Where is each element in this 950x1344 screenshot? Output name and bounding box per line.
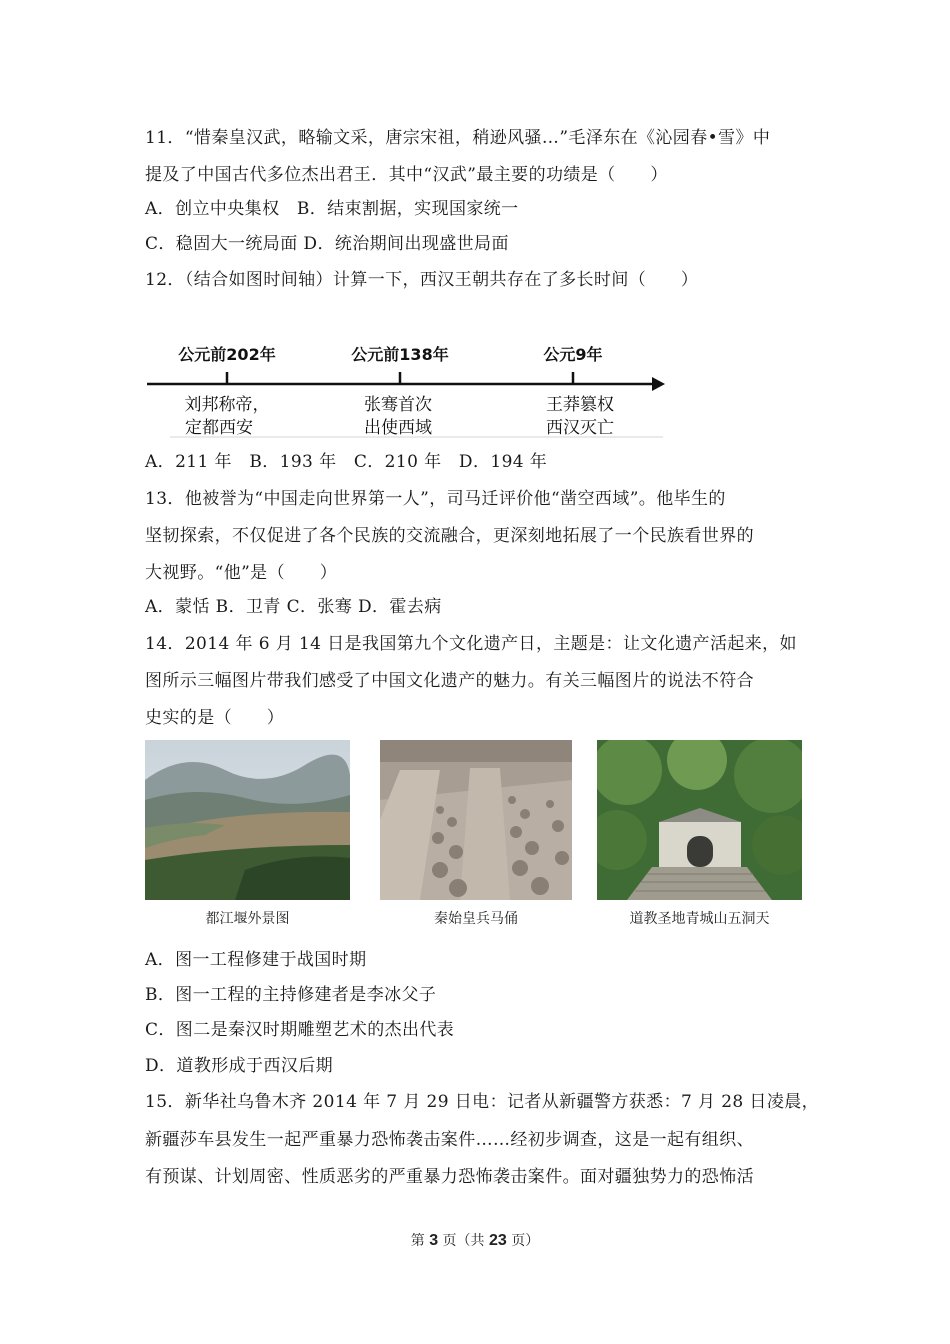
q14-photo-strip [145,740,805,930]
q14-stem-line1: 14．2014 年 6 月 14 日是我国第九个文化遗产日，主题是：让文化遗产活起来，如 [145,634,797,654]
q14-stem-line2: 图所示三幅图片带我们感受了中国文化遗产的魅力。有关三幅图片的说法不符合 [145,671,754,691]
q13-stem-line1: 13．他被誉为“中国走向世界第一人”，司马迁评价他“凿空西域”。他毕生的 [145,489,726,509]
q12-stem: 12．（结合如图时间轴）计算一下，西汉王朝共存在了多长时间（ ） [145,270,699,290]
q15-stem-line3: 有预谋、计划周密、性质恶劣的严重暴力恐怖袭击案件。面对疆独势力的恐怖活 [145,1167,754,1187]
dujiangyan-image [145,740,350,900]
q15-stem-line1: 15．新华社乌鲁木齐 2014 年 7 月 29 日电：记者从新疆警方获悉：7 月 28 日凌晨， [145,1092,820,1112]
q14-option-a: A．图一工程修建于战国时期 [145,950,367,970]
q11-options-cd: C．稳固大一统局面 D．统治期间出现盛世局面 [145,234,509,254]
timeline-event: 王莽篡权 [546,395,614,415]
q11-stem-line2: 提及了中国古代多位杰出君王．其中“汉武”最主要的功绩是（ ） [145,165,668,185]
q14-option-b: B．图一工程的主持修建者是李冰父子 [145,985,437,1005]
photo-caption: 道教圣地青城山五洞天 [629,911,770,927]
photo-qingcheng [597,740,802,930]
timeline-event: 定都西安 [185,418,253,438]
q14-option-c: C．图二是秦汉时期雕塑艺术的杰出代表 [145,1020,455,1040]
footer-suffix: 页） [511,1233,540,1249]
q12-timeline-figure [145,338,670,440]
timeline-event: 刘邦称帝， [184,395,270,415]
timeline-event: 出使西域 [364,418,432,438]
photo-terracotta [380,740,572,930]
timeline-date: 公元前138年 [351,345,449,364]
qingcheng-image [597,740,802,900]
q11-stem-line1: 11．“惜秦皇汉武，略输文采，唐宗宋祖，稍逊风骚…”毛泽东在《沁园春•雪》中 [145,128,771,148]
q13-stem-line3: 大视野。“他”是（ ） [145,563,338,583]
q14-stem-line3: 史实的是（ ） [145,708,285,728]
footer-page-number: 3 [429,1232,439,1249]
timeline-date: 公元前202年 [178,345,276,364]
q13-stem-line2: 坚韧探索，不仅促进了各个民族的交流融合，更深刻地拓展了一个民族看世界的 [145,526,754,546]
photo-dujiangyan [145,740,350,930]
timeline-event: 张骞首次 [364,395,432,415]
q11-options-ab: A．创立中央集权 B．结束割据，实现国家统一 [145,199,519,219]
photo-caption: 秦始皇兵马俑 [434,911,518,927]
footer-prefix: 第 [410,1233,425,1249]
page-footer [0,1230,950,1250]
q14-option-d: D．道教形成于西汉后期 [145,1056,334,1076]
footer-total-pages: 23 [489,1232,507,1249]
photo-caption: 都江堰外景图 [205,911,290,927]
q15-stem-line2: 新疆莎车县发生一起严重暴力恐怖袭击案件……经初步调查，这是一起有组织、 [145,1130,754,1150]
q13-options: A．蒙恬 B．卫青 C．张骞 D．霍去病 [145,597,442,617]
timeline-event: 西汉灭亡 [546,418,614,438]
q12-options: A．211 年 B．193 年 C．210 年 D．194 年 [145,452,548,472]
footer-middle: 页（共 [442,1233,485,1249]
timeline-date: 公元9年 [543,345,603,364]
timeline-arrow-icon [652,377,665,391]
terracotta-image [380,740,572,900]
